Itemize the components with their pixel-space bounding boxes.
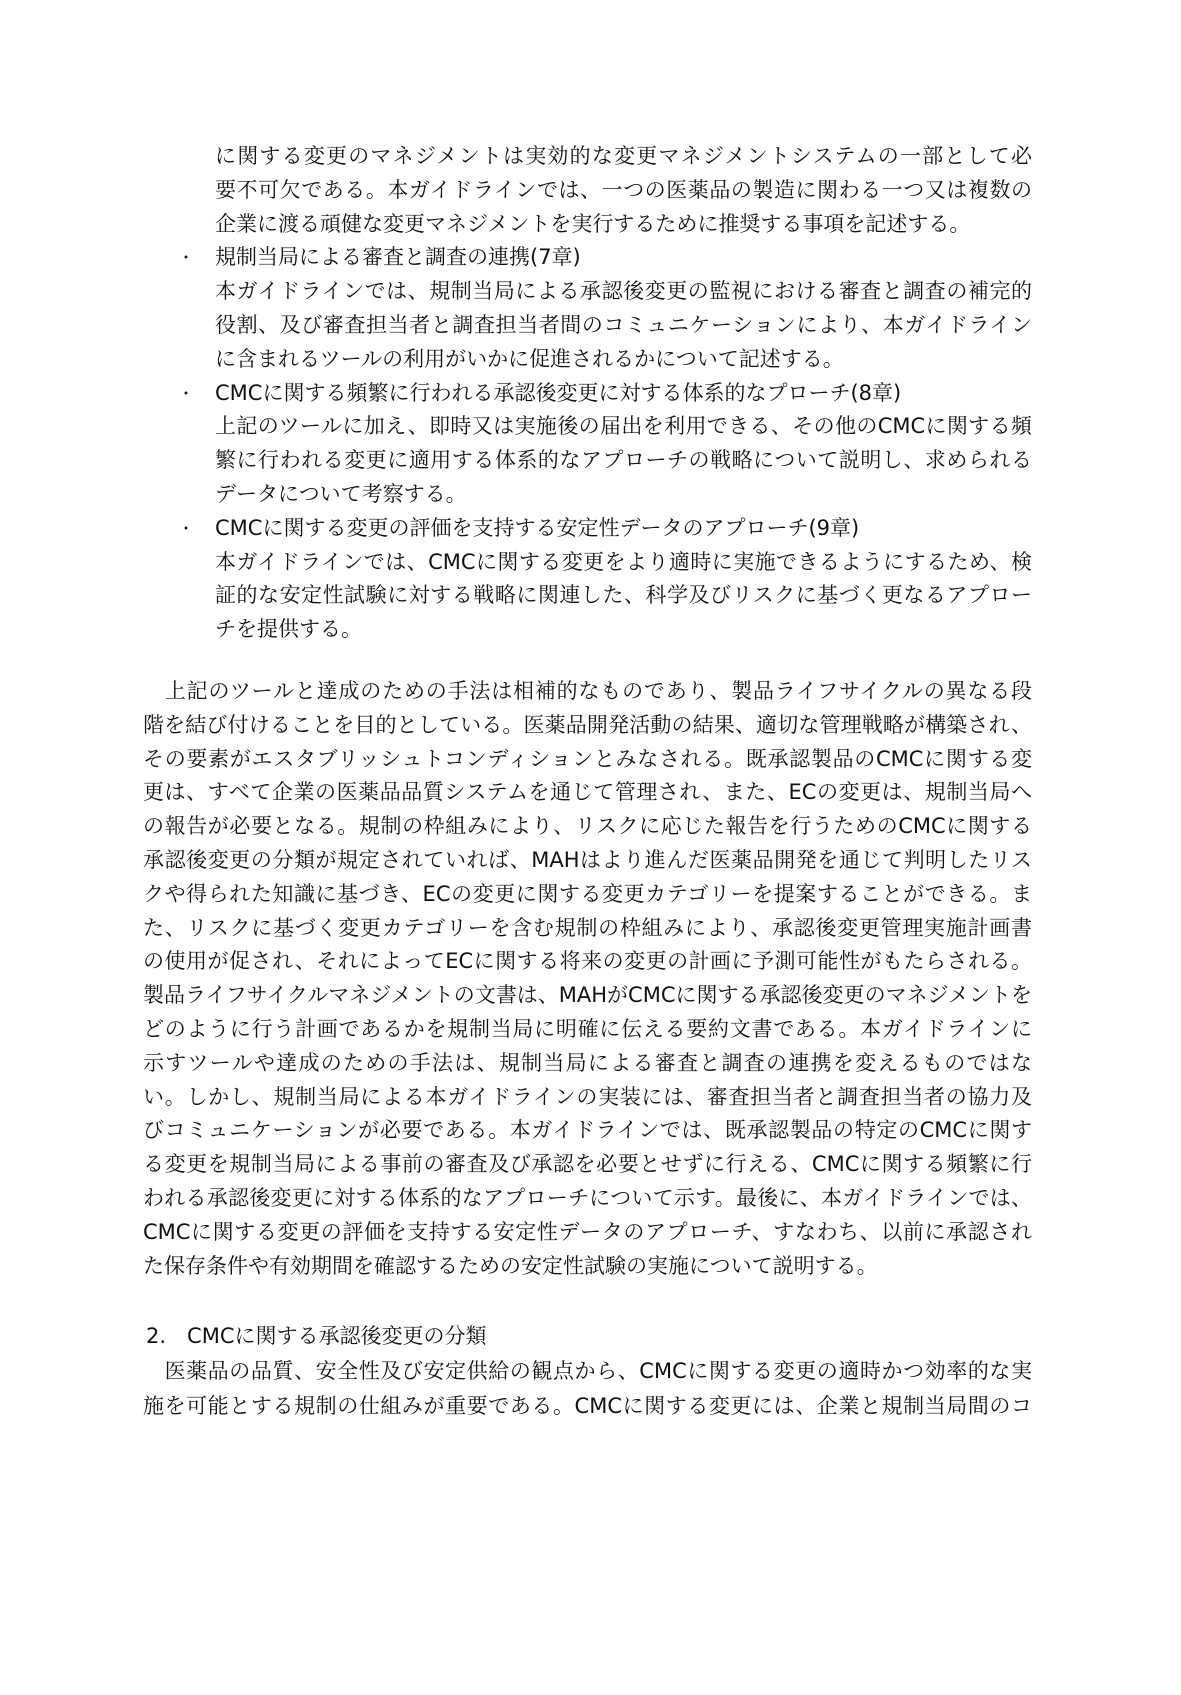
paragraph-line: 製品ライフサイクルマネジメントの文書は、MAHがCMCに関する承認後変更のマネジメントを <box>143 983 1032 1007</box>
section-heading: 2. CMCに関する承認後変更の分類 <box>146 1324 487 1348</box>
bullet-title: CMCに関する頻繁に行われる承認後変更に対する体系的なプローチ(8章) <box>215 381 902 405</box>
paragraph-line: どのように行う計画であるかを規制当局に明確に伝える要約文書である。本ガイドラインに <box>143 1017 1032 1041</box>
text-line: データについて考察する。 <box>215 482 467 506</box>
text-line: 繁に行われる変更に適用する体系的なアプローチの戦略について説明し、求められる <box>215 448 1032 472</box>
paragraph-line: われる承認後変更に対する体系的なアプローチについて示す。最後に、本ガイドラインでは、 <box>143 1186 1032 1210</box>
paragraph-line: の使用が促され、それによってECに関する将来の変更の計画に予測可能性がもたらされる。 <box>143 949 1032 973</box>
paragraph-line: クや得られた知識に基づき、ECの変更に関する変更カテゴリーを提案することができる。ま <box>143 882 1032 906</box>
paragraph-line: い。しかし、規制当局による本ガイドラインの実装には、審査担当者と調査担当者の協力及 <box>143 1085 1032 1109</box>
paragraph-line: た保存条件や有効期間を確認するための安定性試験の実施について説明する。 <box>143 1254 878 1278</box>
paragraph-line: 医薬品の品質、安全性及び安定供給の観点から、CMCに関する変更の適時かつ効率的な実 <box>143 1359 1032 1383</box>
text-line: チを提供する。 <box>215 617 362 641</box>
text-line: に関する変更のマネジメントは実効的な変更マネジメントシステムの一部として必 <box>215 144 1032 168</box>
paragraph-line: 更は、すべて企業の医薬品品質システムを通じて管理され、また、ECの変更は、規制当局へ <box>143 780 1032 804</box>
bullet-title: 規制当局による審査と調査の連携(7章) <box>215 245 581 269</box>
paragraph-line: びコミュニケーションが必要である。本ガイドラインでは、既承認製品の特定のCMCに関す <box>143 1118 1032 1142</box>
paragraph-line: 承認後変更の分類が規定されていれば、MAHはより進んだ医薬品開発を通じて判明したリス <box>143 848 1032 872</box>
text-line: 本ガイドラインでは、CMCに関する変更をより適時に実施できるようにするため、検 <box>215 550 1032 574</box>
paragraph-line: の報告が必要となる。規制の枠組みにより、リスクに応じた報告を行うためのCMCに関する <box>143 814 1032 838</box>
paragraph-line: 施を可能とする規制の仕組みが重要である。CMCに関する変更には、企業と規制当局間のコ <box>143 1394 1032 1418</box>
text-line: 要不可欠である。本ガイドラインでは、一つの医薬品の製造に関わる一つ又は複数の <box>215 178 1032 202</box>
text-line: に含まれるツールの利用がいかに促進されるかについて記述する。 <box>215 347 844 371</box>
paragraph-line: る変更を規制当局による事前の審査及び承認を必要とせずに行える、CMCに関する頻繁に行 <box>143 1152 1032 1176</box>
bullet-title: CMCに関する変更の評価を支持する安定性データのアプローチ(9章) <box>215 516 860 540</box>
paragraph-line: CMCに関する変更の評価を支持する安定性データのアプローチ、すなわち、以前に承認され <box>143 1220 1032 1244</box>
paragraph-line: 階を結び付けることを目的としている。医薬品開発活動の結果、適切な管理戦略が構築され、 <box>143 713 1032 737</box>
paragraph-line: 上記のツールと達成のための手法は相補的なものであり、製品ライフサイクルの異なる段 <box>143 679 1032 703</box>
bullet-icon: ・ <box>178 519 195 538</box>
text-line: 証的な安定性試験に対する戦略に関連した、科学及びリスクに基づく更なるアプロー <box>215 583 1032 607</box>
bullet-icon: ・ <box>178 384 195 403</box>
paragraph-line: た、リスクに基づく変更カテゴリーを含む規制の枠組みにより、承認後変更管理実施計画書 <box>143 916 1032 940</box>
text-line: 本ガイドラインでは、規制当局による承認後変更の監視における審査と調査の補完的 <box>215 279 1032 303</box>
text-line: 役割、及び審査担当者と調査担当者間のコミュニケーションにより、本ガイドライン <box>215 313 1032 337</box>
paragraph-line: 示すツールや達成のための手法は、規制当局による審査と調査の連携を変えるものではな <box>143 1051 1032 1075</box>
text-line: 上記のツールに加え、即時又は実施後の届出を利用できる、その他のCMCに関する頻 <box>215 414 1032 438</box>
text-line: 企業に渡る頑健な変更マネジメントを実行するために推奨する事項を記述する。 <box>215 212 971 236</box>
bullet-icon: ・ <box>178 248 195 267</box>
paragraph-line: その要素がエスタブリッシュトコンディションとみなされる。既承認製品のCMCに関する変 <box>143 747 1032 771</box>
